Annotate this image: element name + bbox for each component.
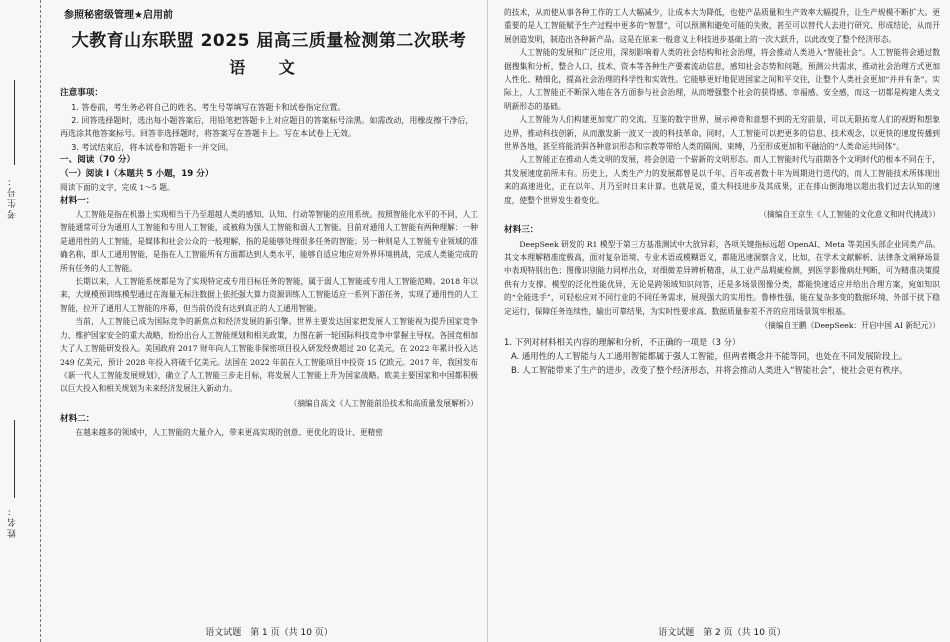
question-1-option-a: A. 通用性的人工智能与人工通用智能都属于强人工智能，但两者概念并不能等同，也处在不同发展阶段上。 — [511, 351, 908, 362]
material-3-paragraph: DeepSeek 研发的 R1 模型于第三方基准测试中大放异彩，各项关键指标远超 OpenAI、Meta 等美国头部企业同类产品。其文本理解精准度极高，面对复杂语境、专业术语或模糊语义，都能迅速洞察含义，比如，在学术文献解析、法律条文阐释场景中表现特别出色；图像识别能力同样出众，对细微差异辨析精准，从工业产品瑕疵检测，到医学影像病灶判断，可为精准决策提供有力支撑。模型的泛化性能优异，无论是跨领域知识问答，还是多场景图像分类，都能快速适应并给出合理方案，宛如知识的“全能选手”，可轻松应对不同行业的不同任务需求，展现强大的实用性。鲁棒性强，能在复杂多变的数据环境、外部干扰下稳定运行，保障任务连续性，输出可靠结果，为实时性要求高、数据质量参差不齐的应用场景筑牢根基。 — [504, 239, 940, 316]
material-1-paragraph: 当前，人工智能已成为国际竞争的新焦点和经济发展的新引擎。世界主要发达国家把发展人工智能视为提升国家竞争力、维护国家安全的重大战略，纷纷出台人工智能规划和相关政策，力图在新一轮国际科技竞争中掌握主导权。各国竞相加大了人工智能研发投入。美国政府 2017 财年向人工智能非保密项目投入研发经费超过 20 亿美元，在 2022 年累计投入达 249 亿美元，预计 2028 年投入将破千亿美元。法国在 2022 年前在人工智能项目中投资 15 亿欧元。2017 年，我国发布《新一代人工智能发展规划》，确立了人工智能三步走目标，将发展人工智能上升为国家战略。欧美主要国家和中国都积极以巨大投入和相关规划为未来经济发展注入新动力。 — [60, 317, 478, 394]
material-1-paragraph: 长期以来，人工智能系统都是为了实现特定或专用目标任务的智能，属于弱人工智能或专用人工智能范畴。2018 年以来，大规模预训练模型通过在海量无标注数据上依托强大算力资源训练人工智能适应一系列下游任务，实现了通用性的人工智能，拉开了通用人工智能的序幕，但当前仍没有达到真正的人工通用智能。 — [60, 277, 478, 313]
name-label: 姓名： — [8, 505, 18, 538]
material-1-label: 材料一： — [60, 195, 95, 206]
confidentiality-note: 参照秘密级管理★启用前 — [64, 10, 173, 21]
material-1-paragraph: 人工智能是指在机器上实现相当于乃至超越人类的感知、认知、行动等智能的应用系统。按照智能化水平的不同，人工智能通常可分为通用人工智能和专用人工智能，或被称为强人工智能和弱人工智能。目前对通用人工智能有两种理解：一种是通用性的人工智能，是媒体和社会公众的一般理解，指的是能够处理很多任务的智能；另一种则是人工智能专业领域的准确名称，即人工通用智能，是指在人工智能所有方面都达到人类水平，能够自适应地应对外界环境挑战，完成人类能完成的所有任务的人工智能。 — [60, 210, 478, 273]
page-1-footer: 语文试题 第 1 页（共 10 页） — [205, 628, 333, 638]
exam-number-blank — [14, 80, 15, 165]
page-2 — [504, 0, 940, 642]
material-2-paragraph: 人工智能正在推动人类文明的发展，将会创造一个崭新的文明形态。而人工智能时代与前期各个文明时代的根本不同在于，其发展速度前所未有。历史上，人类生产力的发展都曾是以千年、百年或者数十年为周期进行迭代的，而人工智能技术所体现出来的高速进化，正在以年、月乃至时日来计算。也就是说，重大科技进步及其成果，正在排山倒海地以超出我们过去认知的速度，使整个世界发生着变化。 — [504, 155, 940, 205]
material-3-source: （摘编自王鹏《DeepSeek：开启中国 AI 新纪元》） — [760, 321, 940, 331]
subject-title: 语 文 — [229, 58, 309, 77]
page-2-footer: 语文试题 第 2 页（共 10 页） — [658, 628, 786, 638]
subsection-heading: （一）阅读 I（本题共 5 小题，19 分） — [60, 168, 214, 179]
material-3-label: 材料三： — [504, 225, 539, 236]
page-2-content — [504, 6, 940, 377]
question-1-stem: 1. 下列对材料相关内容的理解和分析，不正确的一项是（3 分） — [504, 337, 741, 348]
name-blank — [14, 420, 15, 498]
section-heading: 一、阅读（70 分） — [60, 155, 136, 166]
material-2-source: （摘编自王京生《人工智能的文化意义和时代挑战》） — [759, 210, 940, 220]
page-1-content — [60, 87, 478, 440]
material-2-paragraph: 人工智能的发展和广泛应用，深刻影响着人类的社会结构和社会治理，将会推动人类进入“智能社会”。人工智能将会通过数据搜集和分析，整合人口、技术、资本等各种生产要素流动信息，感知社会态势和问题，预测公共需求，推动社会治理方式更加人性化、精细化，提高社会治理的科学性和实效性。它能够更好地促进国家之间和平交往，让整个人类社会更加“并并有条”。实际上，人工智能正不断深入地在各方面参与社会治理，从而增强整个社会的获得感、幸福感、安全感，而这一切都是构建人类文明新形态的基础。 — [504, 48, 940, 111]
notes-heading: 注意事项： — [60, 88, 103, 98]
material-2-label: 材料二： — [60, 413, 95, 424]
material-2-paragraph-start: 在越来越多的领域中，人工智能的大量介入，带来更高实现的创意、更优化的设计、更精密 — [75, 428, 383, 438]
binding-strip — [0, 0, 58, 642]
binding-cut-line — [40, 0, 41, 642]
material-2-paragraph: 的技术，从而使从事各种工作的工人大幅减少，让成本大为降低，也使产品质量和生产效率大幅提升，让生产规模不断扩大。更重要的是人工智能赋予生产过程中更多的“智慧”，可以预测和避免可能的失败，甚至可以替代人去进行研究、形成结论，从而开展创造发明，制造出各种新产品。这是在原来一般意义上科技进步基础上的一次大跃升，以此改变了整个经济形态。 — [504, 8, 940, 44]
exam-number-label: 考生号： — [8, 175, 18, 219]
note-item: 2. 回答选择题时，选出每小题答案后，用铅笔把答题卡上对应题目的答案标号涂黑。如需改动，用橡皮擦干净后，再选涂其他答案标号。回答非选择题时，将答案写在答题卡上。写在本试卷上无效。 — [60, 115, 474, 139]
page-1 — [60, 0, 478, 642]
note-item: 1. 答卷前，考生务必将自己的姓名、考生号等填写在答题卡和试卷指定位置。 — [71, 102, 346, 112]
page-divider — [487, 0, 488, 642]
question-1-option-b: B. 人工智能带来了生产的进步，改变了整个经济形态，并将会推动人类进入“智能社会”，使社会更有秩序。 — [511, 365, 908, 376]
material-2-paragraph: 人工智能为人们构建更加宽广的交流、互鉴的数字世界，展示神奇和意想不到的无穷前景，可以无限拓宽人们的视野和想象边界，推动科技创新，从而激发新一波又一波的科技革命。同时，人工智能可以把更多的信息、技术观念，以更快的速度传播到世界各地，甚至将能消弭各种意识形态和宗教等带给人类的隔阂、束缚，乃至形成更加和平融洽的“人类命运共同体”。 — [504, 115, 940, 152]
note-item: 3. 考试结束后，将本试卷和答题卡一并交回。 — [71, 142, 234, 152]
material-1-source: （摘编自高文《人工智能前沿技术和高质量发展解析》） — [289, 398, 478, 408]
exam-title: 大教育山东联盟 2025 届高三质量检测第二次联考 — [71, 31, 467, 51]
instruction: 阅读下面的文字，完成 1～5 题。 — [60, 183, 175, 193]
